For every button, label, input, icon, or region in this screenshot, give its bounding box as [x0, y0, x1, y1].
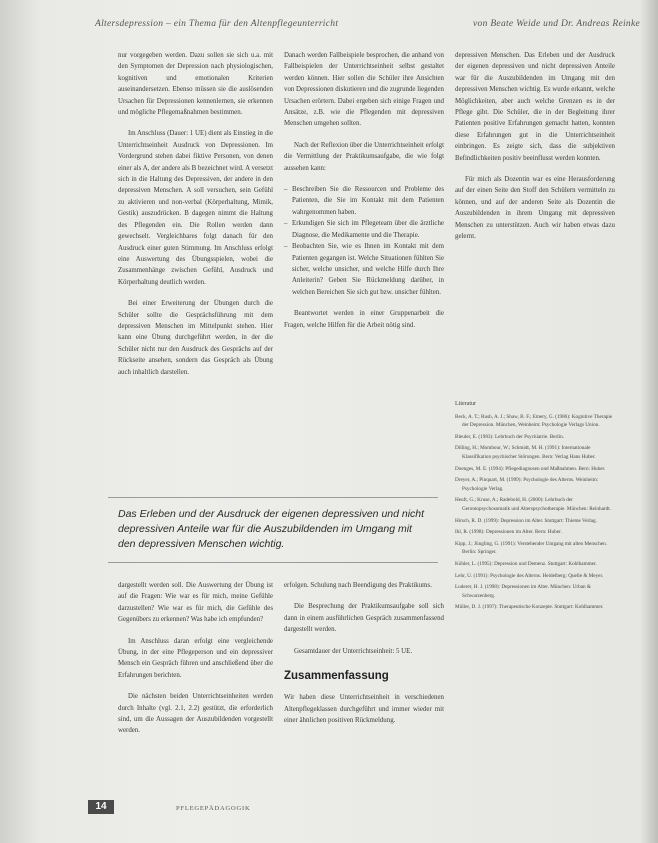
paragraph: Bei einer Erweiterung der Übungen durch die Schüler sollte die Gesprächsführung mit dem depressiven Menschen im Mittelpunkt stehen. Hier kann eine Übung durchgeführt werden, in der die Schüler nicht nur den Ausdruck des Gesprächs auf der Rückseite ansehen, sondern das Gespräch als Übung auch inhaltlich darstellen. [118, 300, 273, 376]
reference-item: Ihl, R. (1998): Depressionen im Alter. Bern: Huber. [455, 529, 562, 536]
column-2-bottom [284, 580, 444, 737]
list-item: – Beobachten Sie, wie es Ihnen im Kontakt mit dem Patienten gegangen ist. Welche Situationen fühlten Sie sicher, welche unsicher, und welche Hilfe durch Ihre Anleiterin? Geben Sie Rückmeldung darüber, in welchen Bereichen Sie sich gut bzw. unsicher fühlten. [292, 241, 444, 298]
paragraph: Im Anschluss (Dauer: 1 UE) dient als Einstieg in die Unterrichtseinheit Ausdruck von Depressionen. Im Vordergrund stehen dabei fiktive Personen, von denen einer als A, der andere als B bezeichnet wird. A versetzt sich in die Haltung des Depressiven, der andere in den depressiven Menschen. A soll versuchen, sein Gefühl zu aktivieren und non-verbal (Körperhaltung, Mimik, Gestik) auszudrücken. B dagegen nimmt die Haltung des Pflegenden ein. Die Rollen werden dann gewechselt. Vergleichbares folgt danach für den Ausdruck einer guten Stimmung. Im Anschluss erfolgt eine Auswertung des Übungsspielen, wobei die Zusammenhänge zwischen Gefühl, Ausdruck und Körperhaltung deutlich werden. [118, 130, 273, 286]
paragraph: nur vorgegeben werden. Dazu sollen sie sich u.a. mit den Symptomen der Depression nach physiologischen, kognitiven und emotionalen Kriterien auseinandersetzen. Ebenso müssen sie die auslösenden Ursachen für Depressionen kennenlernen, sie erkennen und mögliche Pflegemaßnahmen bestimmen. [118, 52, 273, 117]
reference-item: Bleuler, E. (1983): Lehrbuch der Psychiatrie. Berlin. [455, 433, 564, 440]
reference-item: Müller, D. J. (1997): Therapeutische Konzepte. Stuttgart: Kohlhammer. [455, 604, 604, 611]
column-1-bottom [118, 580, 273, 747]
reference-item: Lehr, U. (1991): Psychologie des Alterns. Heidelberg: Quelle & Meyer. [455, 572, 604, 579]
reference-item: Doenges, M. E. (1994): Pflegediagnosen und Maßnahmen. Bern: Huber. [455, 465, 606, 472]
running-header-left: Altersdepression – ein Thema für den Altenpflegeunterricht [95, 19, 339, 29]
reference-item: Heuft, G.; Kruse, A.; Radebold, H. (2000): Lehrbuch der Gerontopsychosomatik und Alterspsychotherapie. München: Reinhardt. [455, 497, 611, 512]
journal-name: PFLEGEPÄDAGOGIK [176, 805, 251, 812]
running-header-right: von Beate Weide und Dr. Andreas Reinke [473, 19, 640, 29]
paragraph: Wir haben diese Unterrichtseinheit in verschiedenen Altenpflegeklassen durchgeführt und immer wieder mit einer ähnlichen positiven Rückmeldung. [284, 694, 444, 725]
paragraph: Im Anschluss daran erfolgt eine vergleichende Übung, in der eine Pflegeperson und ein depressiver Mensch ein Gespräch führen und anschließend über die Erfahrungen berichten. [118, 637, 273, 679]
paragraph: erfolgen. Schulung nach Beendigung des Praktikums. [284, 582, 432, 589]
list-item: – Erkundigen Sie sich im Pflegeteam über die ärztliche Diagnose, die Medikamente und die Therapie. [292, 218, 444, 241]
reference-item: Hirsch, R. D. (1999): Depression im Alter. Stuttgart: Thieme Verlag. [455, 517, 597, 524]
reference-item: Köhler, L. (1995): Depression und Demenz. Stuttgart: Kohlhammer. [455, 560, 597, 567]
reference-item: Dilling, H.; Mombour, W.; Schmidt, M. H. (1991): Internationale Klassifikation psychischer Störungen. Bern: Verlag Hans Huber. [455, 445, 596, 460]
pull-quote: Das Erleben und der Ausdruck der eigenen depressiven und nicht depressiven Anteile war für die Auszubildenden im Umgang mit den depressiven Menschen wichtig. [108, 497, 438, 563]
paragraph: depressiven Menschen. Das Erleben und der Ausdruck der eigenen depressiven und nicht depressiven Anteile war für die Auszubildenden im Umgang mit den depressiven Menschen wichtig. Es wurde erkannt, welche Möglichkeiten, aber auch welche Grenzen es in der Pflege gibt. Die Schüler, die in der Begleitung ihrer Patienten positive Erfahrungen gemacht hatten, konnten diese Erfahrungen gut in die Unterrichtseinheit einbringen. Es zeigte sich, dass die subjektiven Befindlichkeiten positiv beeinflusst werden konnten. [455, 52, 615, 162]
reference-list [455, 400, 615, 615]
paragraph: Für mich als Dozentin war es eine Herausforderung auf der einen Seite den Stoff den Schülern vermitteln zu können, und auf der anderen Seite als Dozentin die Auszubildenden in ihrem Umgang mit depressiven Menschen zu unterstützen. Auch wir haben etwas dazu gelernt. [455, 176, 615, 241]
column-3-top [455, 50, 615, 253]
reference-item: Dreyer, A.; Pinquart, M. (1999): Psychologie des Alterns. Weinheim: Psychologie Verlag. [455, 477, 599, 492]
reference-item: Beck, A. T.; Rush, A. J.; Shaw, B. F.; Emery, G. (1986): Kognitive Therapie der Depression. München, Weinheim: Psychologie Verlags Union. [455, 413, 613, 429]
references-title: Literatur [455, 401, 476, 407]
column-2-top [284, 50, 444, 341]
paragraph: dargestellt werden soll. Die Auswertung der Übung ist auf die Fragen: Wie war es für mich, meine Gefühle darzustellen? Wie war es für mich, die Gefühle des Gegenübers zu erkennen? Was habe ich empfunden? [118, 582, 273, 624]
reference-item: Luderer, H. J. (1998): Depressionen im Alter. München: Urban & Schwarzenberg. [455, 584, 591, 599]
paragraph: Die Besprechung der Praktikumsaufgabe soll sich dann in einem ausführlichen Gespräch zusammenfassend dargestellt werden. [284, 603, 444, 634]
list-item: – Beschreiben Sie die Ressourcen und Probleme des Patienten, die Sie im Kontakt mit dem Patienten wahrgenommen haben. [292, 184, 444, 218]
reference-item: Kipp, J.; Jüngling, G. (1991): Verstehender Umgang mit alten Menschen. Berlin: Springer. [455, 540, 608, 556]
paragraph: Beantwortet werden in einer Gruppenarbeit die Fragen, welche Hilfen für die Arbeit nötig sind. [284, 310, 444, 329]
paragraph: Die nächsten beiden Unterrichtseinheiten werden durch Inhalte (vgl. 2.1, 2.2) gestützt, die erforderlich sind, um die Aussagen der Auszubildenden vorgestellt werden. [118, 693, 273, 735]
task-list [284, 184, 444, 298]
paragraph: Nach der Reflexion über die Unterrichtseinheit erfolgt die Vermittlung der Praktikumsaufgabe, die wie folgt aussehen kann: [284, 141, 444, 172]
section-heading: Zusammenfassung [284, 670, 389, 683]
paragraph: Danach werden Fallbeispiele besprochen, die anhand von Fallbeispielen der Unterrichtseinheit selbst gestaltet werden können. Hier sollen die Schüler ihre Ansichten von Depressionen diskutieren und die zugrunde liegenden Ursachen erörtern. Dabei ergeben sich einige Fragen und Ansätze, z.B. wie die Pflegenden mit depressiven Menschen umgehen sollten. [284, 52, 444, 128]
paragraph: Gesamtdauer der Unterrichtseinheit: 5 UE. [294, 647, 413, 655]
page-number: 14 [88, 800, 114, 814]
column-1-top [118, 50, 273, 388]
